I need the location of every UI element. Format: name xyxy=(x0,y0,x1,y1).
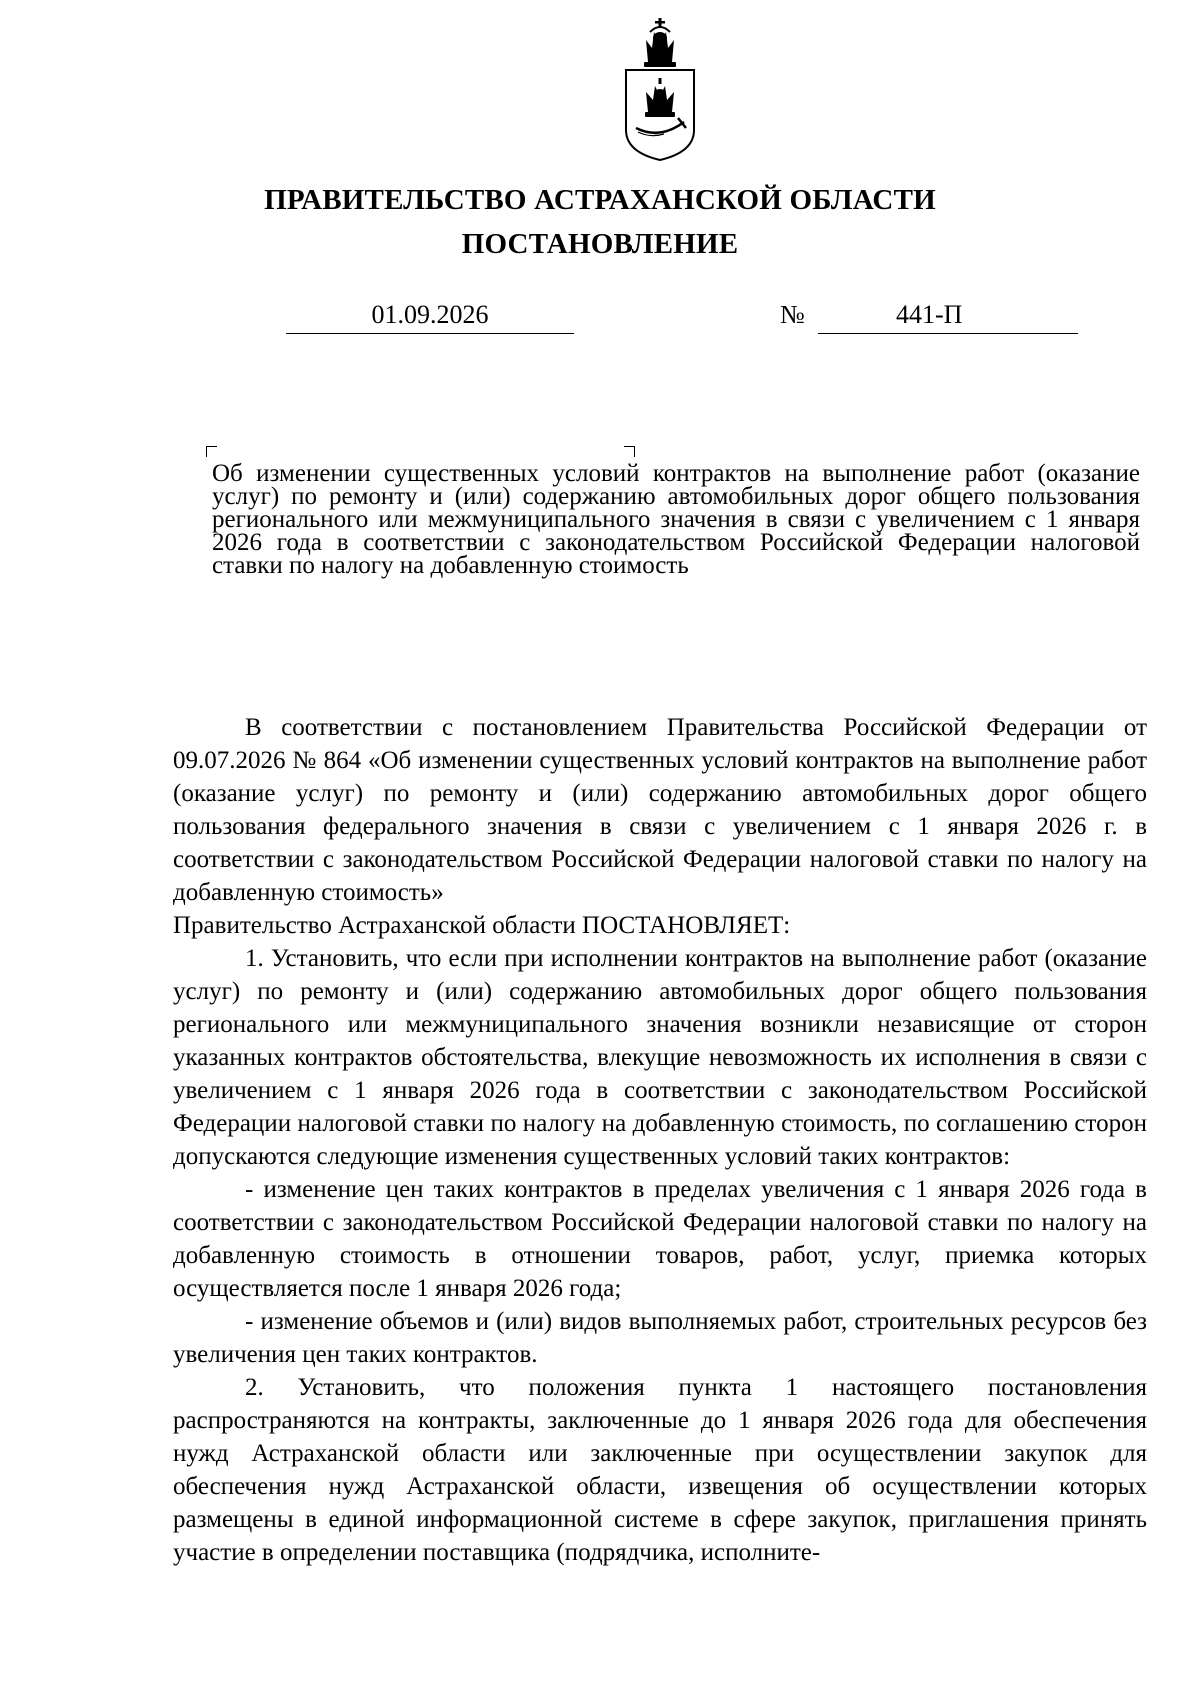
subject-corner-left xyxy=(206,446,217,457)
clause-1-item-1: - изменение цен таких контрактов в пределах увеличения с 1 января 2026 года в соответствии с законодательством Российской Федерации налоговой ставки по налогу на добавленную стоимость в отношении товаров, работ, услуг, приемка которых осуществляется после 1 января 2026 года; xyxy=(173,1176,1147,1302)
document-type: ПОСТАНОВЛЕНИЕ xyxy=(461,228,739,260)
number-sign: № xyxy=(780,300,805,329)
subject-corner-right xyxy=(624,446,635,457)
coat-of-arms-emblem xyxy=(620,18,700,168)
clause-1-item-2: - изменение объемов и (или) видов выполняемых работ, строительных ресурсов без увеличения цен таких контрактов. xyxy=(173,1308,1147,1368)
document-body xyxy=(173,711,1147,1569)
preamble-paragraph: В соответствии с постановлением Правительства Российской Федерации от 09.07.2026 № 864 «Об изменении существенных условий контрактов на выполнение работ (оказание услуг) по ремонту и (или) содержанию автомобильных дорог общего пользования федерального значения в связи с увеличением с 1 января 2026 г. в соответствии с законодательством Российской Федерации налоговой ставки по налогу на добавленную стоимость» xyxy=(173,714,1147,906)
document-date: 01.09.2026 xyxy=(286,300,574,334)
document-subject: Об изменении существенных условий контрактов на выполнение работ (оказание услуг) по ремонту и (или) содержанию автомобильных дорог общего пользования регионального или межмуниципального значения в связи с увеличением с 1 января 2026 года в соответствии с законодательством Российской Федерации налоговой ставки по налогу на добавленную стоимость xyxy=(212,460,1140,579)
org-title: ПРАВИТЕЛЬСТВО АСТРАХАНСКОЙ ОБЛАСТИ xyxy=(264,184,936,216)
document-header xyxy=(0,178,1200,266)
decree-line: Правительство Астраханской области ПОСТАНОВЛЯЕТ: xyxy=(173,912,791,939)
clause-1-paragraph: 1. Установить, что если при исполнении контрактов на выполнение работ (оказание услуг) по ремонту и (или) содержанию автомобильных дорог общего пользования регионального или межмуниципального значения возникли независящие от сторон указанных контрактов обстоятельства, влекущие невозможность их исполнения в связи с увеличением с 1 января 2026 года в соответствии с законодательством Российской Федерации налоговой ставки по налогу на добавленную стоимость, по соглашению сторон допускаются следующие изменения существенных условий таких контрактов: xyxy=(173,945,1147,1170)
clause-2-paragraph: 2. Установить, что положения пункта 1 настоящего постановления распространяются на контракты, заключенные до 1 января 2026 года для обеспечения нужд Астраханской области или заключенные при осуществлении закупок для обеспечения нужд Астраханской области, извещения об осуществлении которых размещены в единой информационной системе в сфере закупок, приглашения принять участие в определении поставщика (подрядчика, исполните- xyxy=(173,1374,1147,1566)
document-number: 441-П xyxy=(818,300,1078,334)
